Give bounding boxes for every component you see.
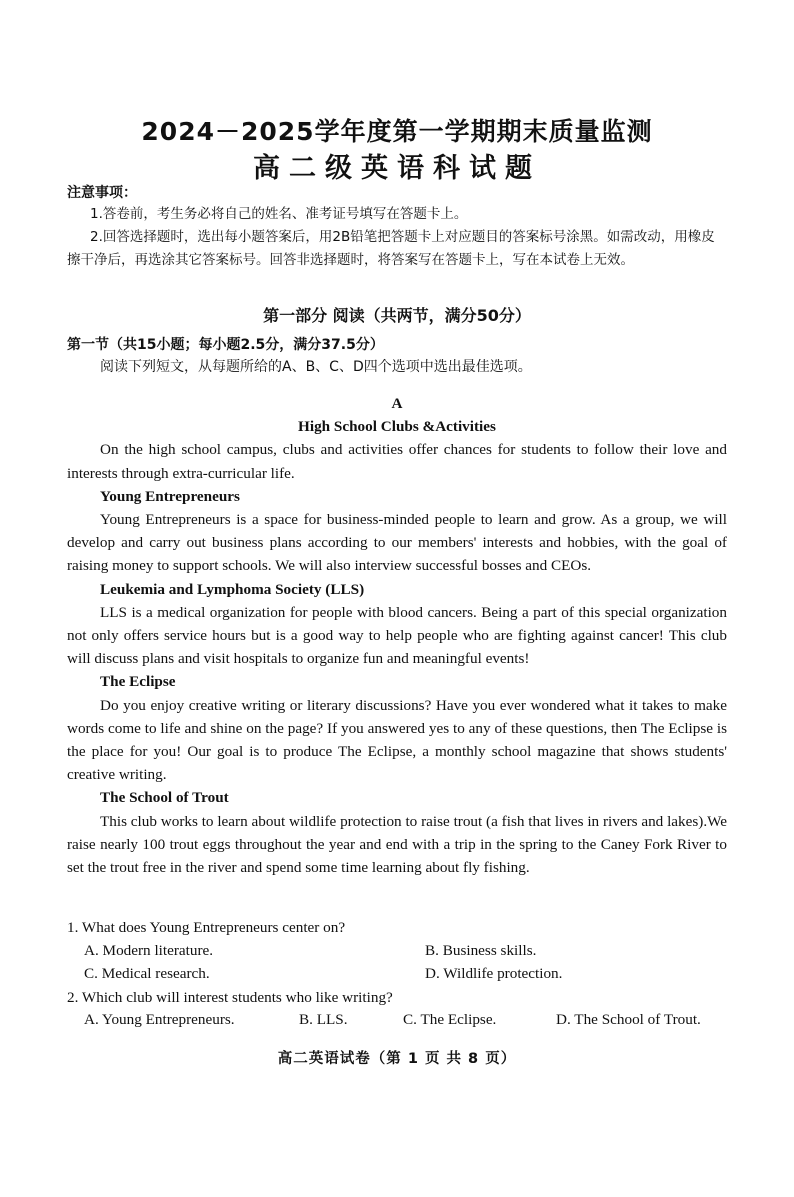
club-heading: The Eclipse — [100, 673, 176, 691]
exam-subtitle: 高二级英语科试题 — [253, 153, 541, 184]
question-option: C. Medical research. — [84, 965, 210, 982]
question-option: A. Young Entrepreneurs. — [84, 1011, 235, 1028]
question-option: B. Business skills. — [425, 942, 537, 959]
club-description: LLS is a medical organization for people with blood cancers. Being a part of this special organization not only offers service hours but is a good way to help people who are fighting against cancer! This club will discuss plans and visit hospitals to organize fun and meaningful events! — [67, 603, 727, 668]
question-stem: 1. What does Young Entrepreneurs center on? — [67, 919, 346, 936]
question-option: C. The Eclipse. — [403, 1011, 497, 1028]
question-option: A. Modern literature. — [84, 942, 214, 959]
question-option: B. LLS. — [299, 1011, 348, 1028]
club-heading: The School of Trout — [100, 789, 229, 807]
question-option: D. The School of Trout. — [556, 1011, 701, 1028]
club-description: Young Entrepreneurs is a space for business-minded people to learn and grow. As a group, we will develop and carry out business plans according to our members' interests and hobbies, with the goal of raising money to support schools. We will also interview successful bosses and CEOs. — [67, 511, 727, 575]
reading-passage-a — [67, 392, 727, 879]
club-description: Do you enjoy creative writing or literary discussions? Have you ever wondered what it takes to make words come to life and shine on the page? If you answered yes to any of these questions, then The Eclipse is the place for you! Our goal is to produce The Eclipse, a monthly school magazine that shows students' creative writing. — [67, 696, 727, 784]
part-title: 第一部分 阅读（共两节，满分50分） — [263, 306, 531, 325]
passage-label: A — [391, 395, 403, 412]
club-heading: Young Entrepreneurs — [100, 487, 240, 505]
section-title: 第一节（共15小题；每小题2.5分，满分37.5分） — [67, 337, 384, 353]
passage-intro: On the high school campus, clubs and activities offer chances for students to follow their love and interests through extra-curricular life. — [67, 441, 727, 482]
notes-heading: 注意事项： — [67, 185, 137, 201]
section-instruction: 阅读下列短文，从每题所给的A、B、C、D四个选项中选出最佳选项。 — [100, 359, 532, 375]
question-stem: 2. Which club will interest students who like writing? — [67, 989, 393, 1006]
page-footer: 高二英语试卷（第 1 页 共 8 页） — [277, 1051, 517, 1067]
club-description: This club works to learn about wildlife protection to raise trout (a fish that lives in rivers and lakes).We raise nearly 100 trout eggs throughout the year and end with a trip in the spring to the Caney Fork River to set the trout free in the river and spend some time learning about fly fishing. — [67, 812, 727, 877]
note-item: 1.答卷前，考生务必将自己的姓名、准考证号填写在答题卡上。 — [90, 206, 468, 222]
question-option: D. Wildlife protection. — [425, 965, 563, 982]
club-heading: Leukemia and Lymphoma Society (LLS) — [100, 580, 365, 598]
exam-title: 2024－2025学年度第一学期期末质量监测 — [141, 117, 653, 146]
notes-list — [67, 203, 727, 272]
note-item: 2.回答选择题时，选出每小题答案后，用2B铅笔把答题卡上对应题目的答案标号涂黑。如需改动，用橡皮擦干净后，再选涂其它答案标号。回答非选择题时，将答案写在答题卡上，写在本试卷上无效。 — [67, 229, 715, 268]
passage-title: High School Clubs &Activities — [298, 418, 496, 436]
